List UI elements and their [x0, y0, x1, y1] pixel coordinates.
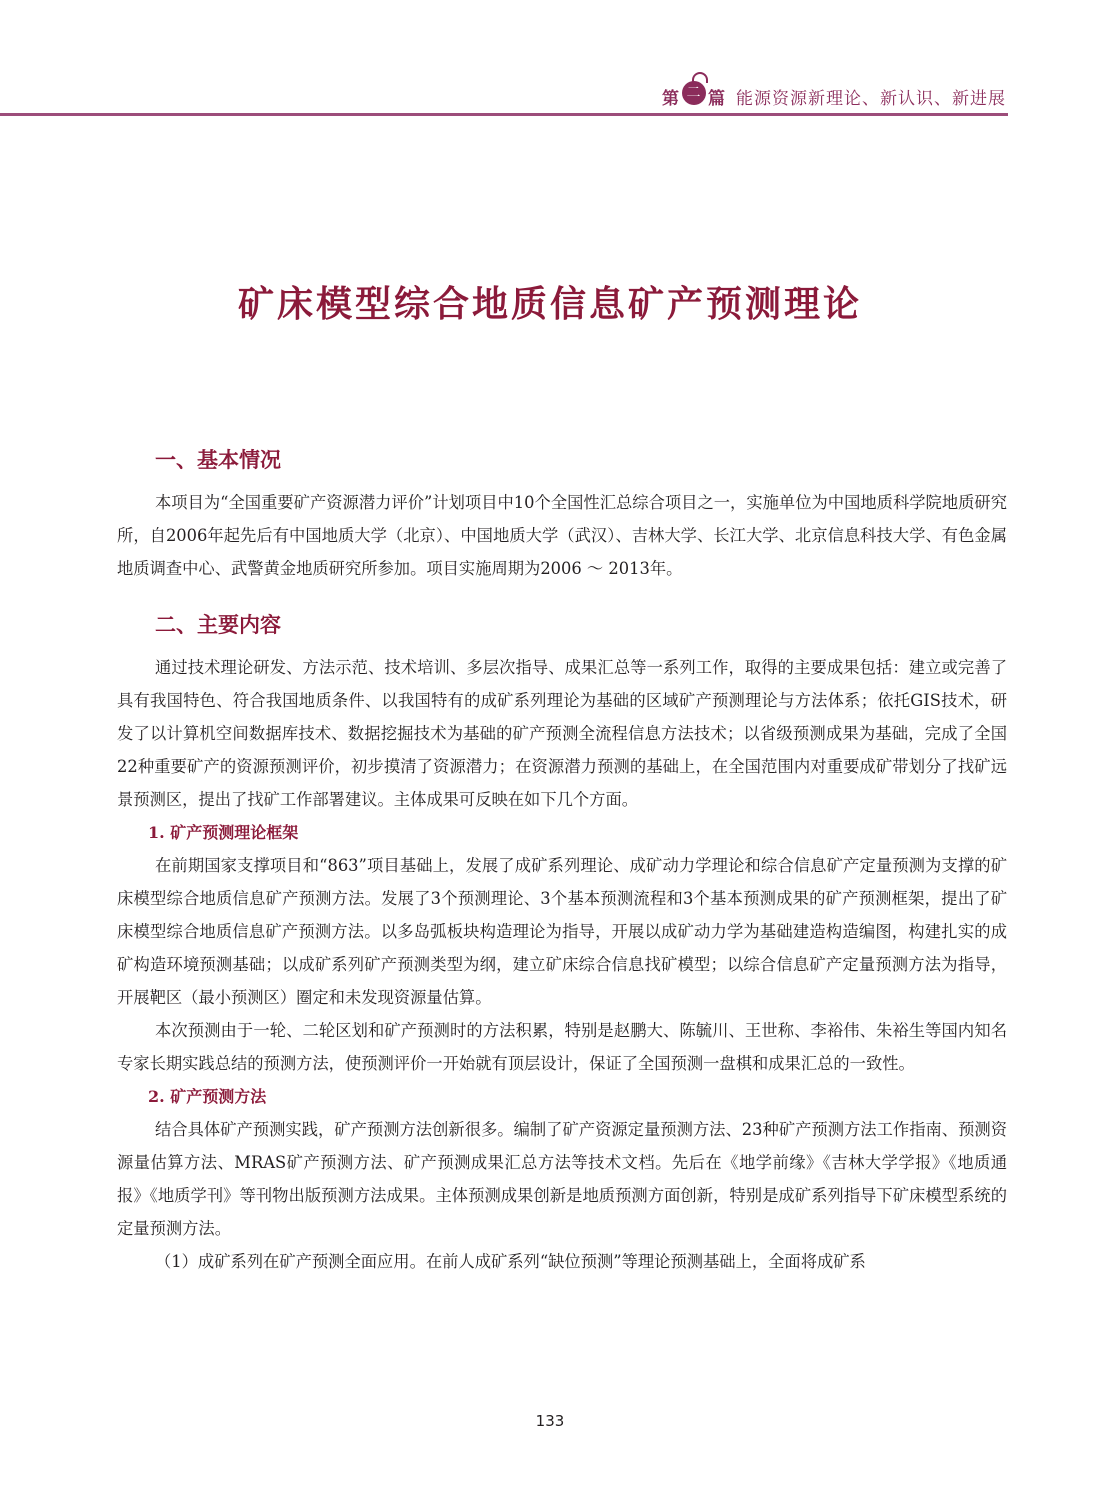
- paragraph: 本项目为“全国重要矿产资源潜力评价”计划项目中10个全国性汇总综合项目之一，实施单位为中国地质科学院地质研究所，自2006年起先后有中国地质大学（北京）、中国地质大学（武汉）、吉林大学、长江大学、北京信息科技大学、有色金属地质调查中心、武警黄金地质研究所参加。项目实施周期为2006 ～ 2013年。: [117, 493, 1007, 578]
- subsection-heading-methods: 2. 矿产预测方法: [148, 1087, 267, 1106]
- header-divider: [0, 113, 1008, 116]
- paragraph: 在前期国家支撑项目和“863”项目基础上，发展了成矿系列理论、成矿动力学理论和综合信息矿产定量预测为支撑的矿床模型综合地质信息矿产预测方法。发展了3个预测理论、3个基本预测流程和3个基本预测成果的矿产预测框架，提出了矿床模型综合地质信息矿产预测方法。以多岛弧板块构造理论为指导，开展以成矿动力学为基础建造构造编图，构建扎实的成矿构造环境预测基础；以成矿系列矿产预测类型为纲，建立矿床综合信息找矿模型；以综合信息矿产定量预测方法为指导，开展靶区（最小预测区）圈定和未发现资源量估算。: [117, 856, 1007, 1007]
- section-heading-basic-info: 一、基本情况: [155, 448, 281, 472]
- running-header: [0, 0, 1100, 120]
- article-title: 矿床模型综合地质信息矿产预测理论: [237, 284, 862, 325]
- paragraph: 通过技术理论研发、方法示范、技术培训、多层次指导、成果汇总等一系列工作，取得的主要成果包括：建立或完善了具有我国特色、符合我国地质条件、以我国特有的成矿系列理论为基础的区域矿产预测理论与方法体系；依托GIS技术，研发了以计算机空间数据库技术、数据挖掘技术为基础的矿产预测全流程信息方法技术；以省级预测成果为基础，完成了全国22种重要矿产的资源预测评价，初步摸清了资源潜力；在资源潜力预测的基础上，在全国范围内对重要成矿带划分了找矿远景预测区，提出了找矿工作部署建议。主体成果可反映在如下几个方面。: [117, 658, 1007, 809]
- part-suffix: 篇: [708, 89, 726, 109]
- paragraph: 结合具体矿产预测实践，矿产预测方法创新很多。编制了矿产资源定量预测方法、23种矿产预测方法工作指南、预测资源量估算方法、MRAS矿产预测方法、矿产预测成果汇总方法等技术文档。先后在《地学前缘》《吉林大学学报》《地质通报》《地质学刊》等刊物出版预测方法成果。主体预测成果创新是地质预测方面创新，特别是成矿系列指导下矿床模型系统的定量预测方法。: [117, 1120, 1007, 1238]
- article-body: [117, 442, 1007, 1278]
- header-text: [662, 84, 1006, 109]
- header-subtitle: 能源资源新理论、新认识、新进展: [736, 89, 1006, 109]
- paragraph: （1）成矿系列在矿产预测全面应用。在前人成矿系列“缺位预测”等理论预测基础上，全面将成矿系: [155, 1252, 866, 1271]
- subsection-heading-framework: 1. 矿产预测理论框架: [148, 823, 299, 842]
- paragraph: 本次预测由于一轮、二轮区划和矿产预测时的方法积累，特别是赵鹏大、陈毓川、王世称、李裕伟、朱裕生等国内知名专家长期实践总结的预测方法，使预测评价一开始就有顶层设计，保证了全国预测一盘棋和成果汇总的一致性。: [117, 1021, 1007, 1073]
- page-number: 133: [535, 1412, 565, 1430]
- part-prefix: 第: [662, 89, 680, 109]
- section-heading-main-content: 二、主要内容: [155, 613, 281, 637]
- part-number-badge: 二: [682, 81, 706, 105]
